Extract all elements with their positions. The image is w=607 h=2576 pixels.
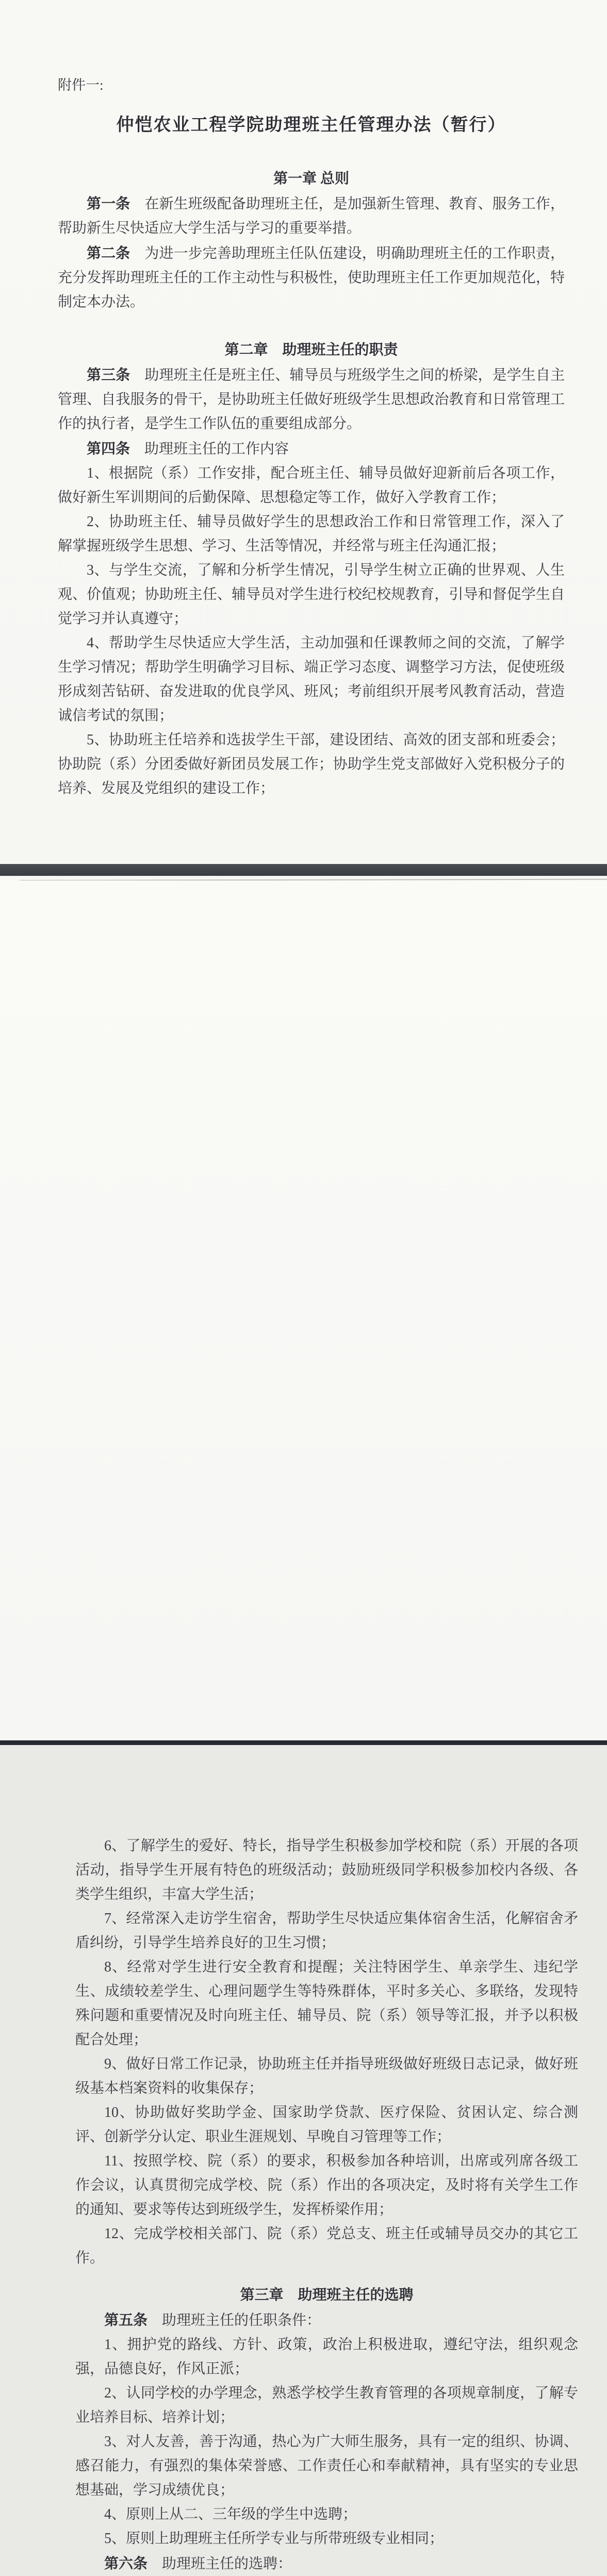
duty-item-8: 8、经常对学生进行安全教育和提醒；关注特困学生、单亲学生、违纪学生、成绩较差学生、心理问题学生等特殊群体，平时多关心、多联络，发现特殊问题和重要情况及时向班主任、辅导员、院（系）领导等汇报，并予以积极配合处理； xyxy=(75,1959,578,2048)
duty-item-6: 6、了解学生的爱好、特长，指导学生积极参加学校和院（系）开展的各项活动，指导学生开展有特色的班级活动；鼓励班级同学积极参加校内各级、各类学生组织，丰富大学生活； xyxy=(75,1838,578,1902)
attachment-label: 附件一: xyxy=(58,77,104,93)
condition-item-3: 3、对人友善，善于沟通，热心为广大师生服务，具有一定的组织、协调、感召能力，有强烈的集体荣誉感、工作责任心和奉献精神，具有坚实的专业思想基础，学习成绩优良； xyxy=(75,2434,578,2498)
article-2: 第二条 为进一步完善助理班主任队伍建设，明确助理班主任的工作职责，充分发挥助理班主任的工作主动性与积极性，使助理班主任工作更加规范化，特制定本办法。 xyxy=(58,246,565,310)
page-2-content xyxy=(75,1834,578,2576)
article-5: 第五条 助理班主任的任职条件： xyxy=(104,2312,321,2328)
article-4: 第四条 助理班主任的工作内容 xyxy=(87,441,289,457)
duty-item-2: 2、协助班主任、辅导员做好学生的思想政治工作和日常管理工作，深入了解掌握班级学生思想、学习、生活等情况，并经常与班主任沟通汇报； xyxy=(58,514,565,554)
article-number: 第五条 xyxy=(104,2312,148,2328)
duty-item-1: 1、根据院（系）工作安排，配合班主任、辅导员做好迎新前后各项工作，做好新生军训期间的后勤保障、思想稳定等工作，做好入学教育工作； xyxy=(58,465,565,506)
condition-item-1: 1、拥护党的路线、方针、政策，政治上积极进取，遵纪守法，组织观念强，品德良好，作风正派； xyxy=(75,2337,578,2377)
duty-item-7: 7、经常深入走访学生宿舍，帮助学生尽快适应集体宿舍生活，化解宿舍矛盾纠纷，引导学生培养良好的卫生习惯； xyxy=(75,1911,578,1951)
duty-item-3: 3、与学生交流，了解和分析学生情况，引导学生树立正确的世界观、人生观、价值观；协助班主任、辅导员对学生进行校纪校规教育，引导和督促学生自觉学习并认真遵守； xyxy=(58,562,565,627)
duty-item-11: 11、按照学校、院（系）的要求，积极参加各种培训，出席或列席各级工作会议，认真贯彻完成学校、院（系）作出的各项决定，及时将有关学生工作的通知、要求等传达到班级学生，发挥桥梁作用； xyxy=(75,2153,578,2218)
article-number: 第二条 xyxy=(87,246,130,262)
chapter-3-heading: 第三章 助理班主任的选聘 xyxy=(240,2287,414,2303)
page-1-content xyxy=(58,73,565,801)
condition-item-2: 2、认同学校的办学理念，熟悉学校学生教育管理的各项规章制度，了解专业培养目标、培养计划； xyxy=(75,2385,578,2425)
article-number: 第六条 xyxy=(104,2556,148,2572)
condition-item-4: 4、原则上从二、三年级的学生中选聘； xyxy=(104,2506,357,2522)
page-2 xyxy=(0,881,607,2572)
article-6: 第六条 助理班主任的选聘： xyxy=(104,2556,292,2572)
article-number: 第三条 xyxy=(87,367,130,383)
chapter-2-heading: 第二章 助理班主任的职责 xyxy=(224,342,398,358)
article-3: 第三条 助理班主任是班主任、辅导员与班级学生之间的桥梁，是学生自主管理、自我服务的骨干，是协助班主任做好班级学生思想政治教育和日常管理工作的执行者，是学生工作队伍的重要组成部分。 xyxy=(58,367,565,432)
duty-item-9: 9、做好日常工作记录，协助班主任并指导班级做好班级日志记录，做好班级基本档案资料的收集保存； xyxy=(75,2056,578,2096)
article-number: 第四条 xyxy=(87,441,130,457)
scan-bottom-band xyxy=(0,1740,607,1745)
duty-item-12: 12、完成学校相关部门、院（系）党总支、班主任或辅导员交办的其它工作。 xyxy=(75,2226,578,2266)
duty-item-4: 4、帮助学生尽快适应大学生活，主动加强和任课教师之间的交流，了解学生学习情况；帮助学生明确学习目标、端正学习态度、调整学习方法，促使班级形成刻苦钻研、奋发进取的优良学风、班风；考前组织开展考风教育活动，营造诚信考试的氛围； xyxy=(58,635,565,724)
duty-item-10: 10、协助做好奖助学金、国家助学贷款、医疗保险、贫困认定、综合测评、创新学分认定、职业生涯规划、早晚自习管理等工作； xyxy=(75,2105,578,2145)
page-separator-band xyxy=(0,864,607,876)
article-1: 第一条 在新生班级配备助理班主任，是加强新生管理、教育、服务工作，帮助新生尽快适应大学生活与学习的重要举措。 xyxy=(58,196,565,236)
chapter-1-heading: 第一章 总则 xyxy=(273,171,349,187)
doc-title: 仲恺农业工程学院助理班主任管理办法（暂行） xyxy=(116,116,506,135)
article-number: 第一条 xyxy=(87,196,130,212)
duty-item-5: 5、协助班主任培养和选拔学生干部，建设团结、高效的团支部和班委会；协助院（系）分团委做好新团员发展工作；协助学生党支部做好入党积极分子的培养、发展及党组织的建设工作； xyxy=(58,732,565,796)
page-1 xyxy=(0,0,607,864)
condition-item-5: 5、原则上助理班主任所学专业与所带班级专业相同； xyxy=(104,2531,444,2547)
